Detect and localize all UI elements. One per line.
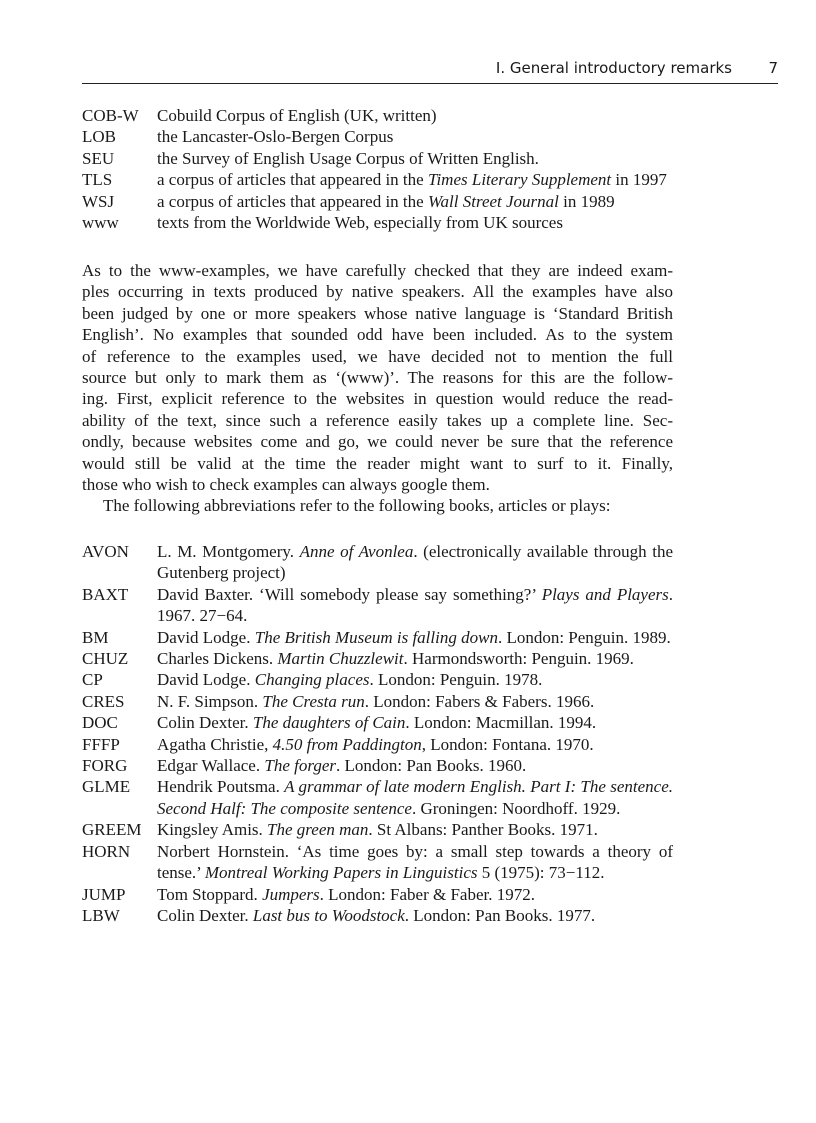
- description-text: . St Albans: Panther Books. 1971.: [368, 820, 598, 840]
- italic-title: The British Museum is falling down: [254, 627, 498, 647]
- abbreviation-description: [157, 212, 673, 233]
- paragraph-line: source but only to mark them as ‘(www)’. The reasons for this are the follow-: [82, 368, 673, 388]
- abbreviation: BM: [82, 627, 109, 647]
- italic-title: Anne of Avonlea: [299, 542, 414, 561]
- abbreviation-description: [157, 819, 673, 840]
- running-header: [82, 58, 778, 84]
- paragraph-line: been judged by one or more speakers whose native language is ‘Standard British: [82, 303, 673, 323]
- italic-title: Jumpers: [262, 884, 320, 904]
- abbreviation-description: [157, 712, 673, 733]
- running-title: I. General introductory remarks: [495, 59, 732, 77]
- abbreviation-entry: [82, 905, 673, 926]
- italic-title: Times Literary Supplement: [427, 170, 612, 190]
- abbreviation-entry: [82, 169, 673, 190]
- abbreviation: CRES: [82, 691, 125, 711]
- description-text: . Harmondsworth: Penguin. 1969.: [403, 649, 634, 669]
- abbreviation-entry: [82, 541, 673, 584]
- abbreviation-entry: [82, 841, 673, 884]
- description-text: Tom Stoppard.: [157, 884, 263, 904]
- abbreviation: CHUZ: [82, 649, 129, 669]
- description-text: Hendrik Poutsma.: [157, 777, 285, 797]
- paragraph-line: ing. First, explicit reference to the websites in question would reduce the read-: [82, 389, 673, 409]
- abbreviation: AVON: [82, 542, 129, 561]
- paragraph-line: ples occurring in texts produced by native speakers. All the examples have also: [82, 282, 673, 302]
- intro-sentence: The following abbreviations refer to the following books, articles or plays:: [103, 496, 611, 516]
- abbreviation: WSJ: [82, 191, 115, 211]
- abbreviation-description: [157, 627, 673, 648]
- italic-title: The daughters of Cain: [252, 713, 406, 733]
- abbreviation-description: [157, 105, 673, 126]
- corpus-abbreviation-list: [82, 105, 673, 233]
- description-text: . (electronically available through the Gutenberg project): [157, 542, 674, 583]
- description-text: . London: Fabers & Fabers. 1966.: [364, 691, 595, 711]
- abbreviation-entry: [82, 776, 673, 819]
- abbreviation: CP: [82, 670, 103, 690]
- abbreviation: BAXT: [82, 584, 129, 604]
- abbreviation: SEU: [82, 148, 115, 168]
- abbreviation-entry: [82, 148, 673, 169]
- italic-title: 4.50 from Paddington: [272, 734, 422, 754]
- italic-title: Plays and Players: [541, 584, 669, 604]
- italic-title: Martin Chuzzlewit: [277, 649, 404, 669]
- italic-title: The Cresta run: [262, 691, 365, 711]
- abbreviation: FFFP: [82, 734, 120, 754]
- abbreviation-entry: [82, 105, 673, 126]
- description-text: Edgar Wallace.: [157, 756, 265, 776]
- italic-title: Last bus to Woodstock: [252, 905, 405, 925]
- description-text: . Groningen: Noordhoff. 1929.: [411, 798, 621, 818]
- abbreviation: LOB: [82, 127, 116, 147]
- abbreviation-description: [157, 169, 673, 190]
- description-text: David Lodge.: [157, 627, 255, 647]
- abbreviation-entry: [82, 691, 673, 712]
- abbreviation-entry: [82, 627, 673, 648]
- italic-title: The green man: [267, 820, 369, 840]
- abbreviation-entry: [82, 884, 673, 905]
- italic-title: Montreal Working Papers in Linguistics: [204, 863, 478, 883]
- abbreviation-description: [157, 648, 673, 669]
- description-text: 5 (1975): 73−112.: [477, 863, 605, 883]
- description-text: Colin Dexter.: [157, 905, 253, 925]
- abbreviation-description: [157, 776, 673, 819]
- abbreviation-description: [157, 584, 673, 627]
- abbreviation-entry: [82, 212, 673, 233]
- abbreviation: JUMP: [82, 884, 126, 904]
- description-text: . 1967. 27−64.: [157, 584, 673, 626]
- abbreviation: HORN: [82, 841, 131, 861]
- abbreviation-description: [157, 691, 673, 712]
- paragraph-line: those who wish to check examples can always google them.: [82, 475, 490, 495]
- paragraph-line: As to the www-examples, we have carefully checked that they are indeed exam-: [82, 261, 673, 280]
- paragraph-line: would still be valid at the time the reader might want to surf to it. Finally,: [82, 453, 673, 473]
- italic-title: A grammar of late modern English. Part I: The sentence. Second Half: The composite sentence: [157, 777, 673, 818]
- description-text: in 1997: [611, 170, 667, 190]
- paragraph-line: English’. No examples that sounded odd have been included. As to the system: [82, 325, 673, 345]
- abbreviation-entry: [82, 584, 673, 627]
- abbreviation-description: [157, 905, 673, 926]
- abbreviation-description: [157, 884, 673, 905]
- description-text: the Survey of English Usage Corpus of Written English.: [157, 148, 539, 168]
- description-text: . London: Macmillan. 1994.: [405, 713, 597, 733]
- description-text: in 1989: [558, 191, 615, 211]
- italic-title: Wall Street Journal: [427, 191, 559, 211]
- description-text: Colin Dexter.: [157, 713, 253, 733]
- abbreviation-entry: [82, 126, 673, 147]
- paragraph-line: ability of the text, since such a reference easily takes up a complete line. Sec-: [82, 410, 673, 430]
- abbreviation-entry: [82, 755, 673, 776]
- abbreviation-description: [157, 541, 673, 584]
- abbreviation-entry: [82, 734, 673, 755]
- paragraph-line: ondly, because websites come and go, we could never be sure that the reference: [82, 432, 673, 452]
- description-text: Agatha Christie,: [157, 734, 273, 754]
- abbreviation-description: [157, 841, 673, 884]
- abbreviation-entry: [82, 648, 673, 669]
- abbreviation-description: [157, 734, 673, 755]
- abbreviation: LBW: [82, 905, 120, 925]
- description-text: Charles Dickens.: [157, 649, 278, 669]
- abbreviation: GREEM: [82, 820, 142, 840]
- description-text: . London: Faber & Faber. 1972.: [319, 884, 535, 904]
- description-text: David Baxter. ‘Will somebody please say something?’: [157, 584, 542, 604]
- body-paragraph: [82, 260, 673, 517]
- paragraph-line: of reference to the examples used, we have decided not to mention the full: [82, 346, 673, 366]
- abbreviation: GLME: [82, 777, 131, 797]
- description-text: a corpus of articles that appeared in the: [157, 170, 428, 190]
- abbreviation-description: [157, 755, 673, 776]
- abbreviation: DOC: [82, 713, 118, 733]
- description-text: Norbert Hornstein. ‘As time goes by: a small step towards a theory of tense.’: [157, 841, 673, 883]
- abbreviation-description: [157, 126, 673, 147]
- description-text: a corpus of articles that appeared in the: [157, 191, 428, 211]
- description-text: N. F. Simpson.: [157, 691, 263, 711]
- abbreviation-entry: [82, 191, 673, 212]
- abbreviation-entry: [82, 669, 673, 690]
- italic-title: The forger: [264, 756, 336, 776]
- description-text: L. M. Montgomery.: [157, 542, 300, 561]
- description-text: . London: Penguin. 1989.: [497, 627, 671, 647]
- abbreviation-description: [157, 669, 673, 690]
- abbreviation-entry: [82, 712, 673, 733]
- book-abbreviation-list: [82, 541, 673, 926]
- abbreviation: FORG: [82, 756, 128, 776]
- italic-title: Changing places: [254, 670, 370, 690]
- abbreviation: www: [82, 213, 119, 233]
- abbreviation-entry: [82, 819, 673, 840]
- description-text: , London: Fontana. 1970.: [421, 734, 594, 754]
- page-number: 7: [768, 59, 778, 77]
- description-text: . London: Pan Books. 1960.: [335, 756, 527, 776]
- abbreviation: TLS: [82, 170, 113, 190]
- abbreviation-description: [157, 148, 673, 169]
- description-text: David Lodge.: [157, 670, 255, 690]
- abbreviation-description: [157, 191, 673, 212]
- description-text: Kingsley Amis.: [157, 820, 268, 840]
- description-text: . London: Penguin. 1978.: [369, 670, 543, 690]
- description-text: texts from the Worldwide Web, especially from UK sources: [157, 213, 563, 233]
- description-text: . London: Pan Books. 1977.: [404, 905, 596, 925]
- abbreviation: COB-W: [82, 106, 139, 125]
- description-text: Cobuild Corpus of English (UK, written): [157, 106, 437, 125]
- description-text: the Lancaster-Oslo-Bergen Corpus: [157, 127, 394, 147]
